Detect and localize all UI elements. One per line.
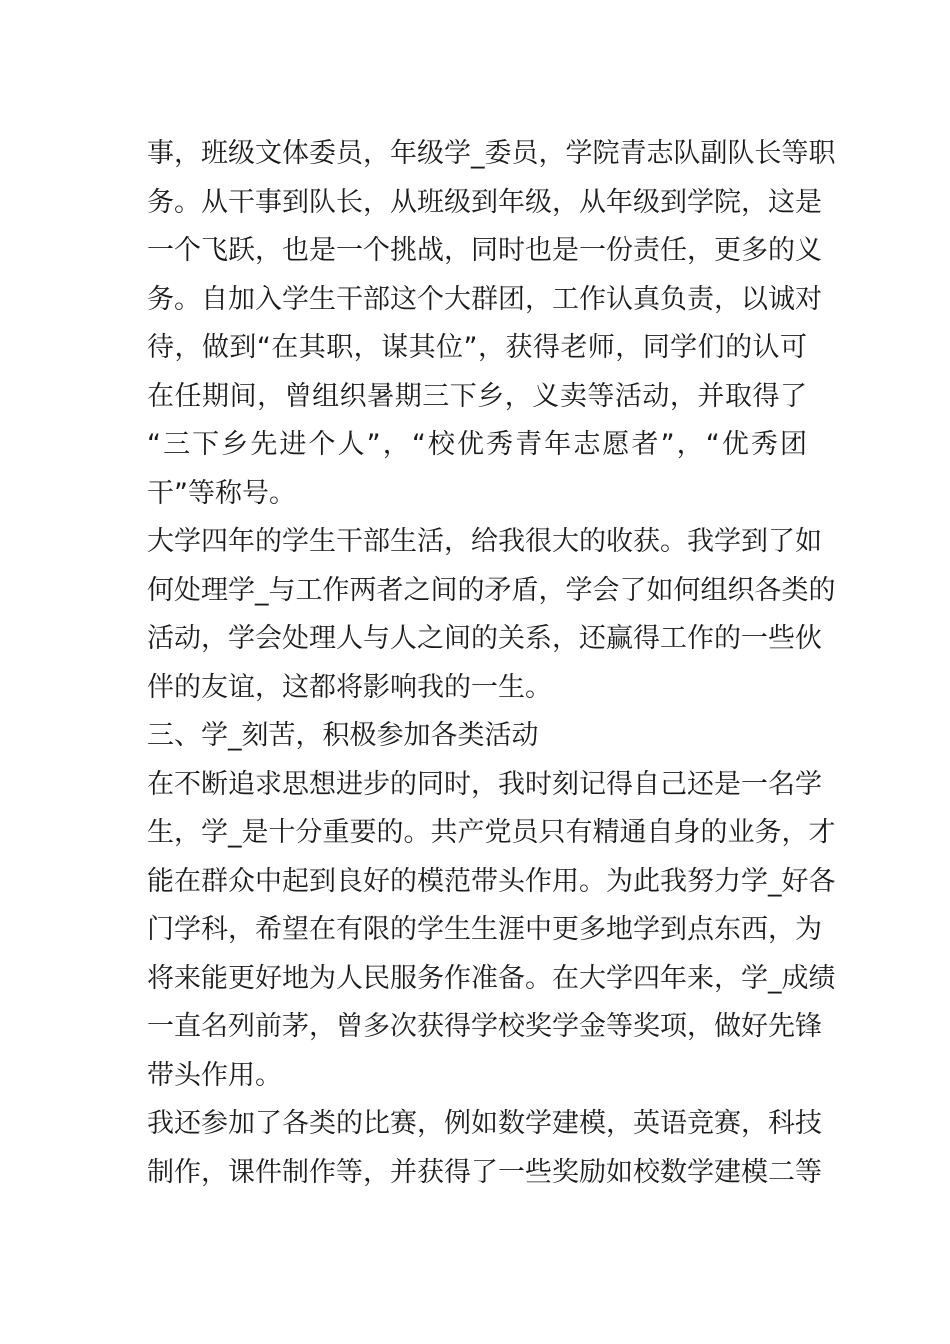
text-line: 我还参加了各类的比赛，例如数学建模，英语竞赛，科技 — [147, 1108, 822, 1139]
text-line: 事，班级文体委员，年级学_委员，学院青志队副队长等职 — [147, 138, 836, 169]
text-line: 活动，学会处理人与人之间的关系，还赢得工作的一些伙 — [147, 623, 822, 654]
text-line: 大学四年的学生干部生活，给我很大的收获。我学到了如 — [147, 526, 822, 557]
text-line: 门学科，希望在有限的学生生涯中更多地学到点东西，为 — [147, 914, 822, 945]
text-line: 何处理学_与工作两者之间的矛盾，学会了如何组织各类的 — [147, 575, 836, 606]
text-line: 务。从干事到队长，从班级到年级，从年级到学院，这是 — [147, 187, 822, 218]
text-line: 在任期间，曾组织暑期三下乡，义卖等活动，并取得了 — [147, 381, 807, 412]
text-line: 在不断追求思想进步的同时，我时刻记得自己还是一名学 — [147, 769, 822, 800]
text-line: 制作，课件制作等，并获得了一些奖励如校数学建模二等 — [147, 1157, 822, 1188]
text-line: “三下乡先进个人”，“校优秀青年志愿者”，“优秀团 — [147, 429, 807, 460]
text-line: 务。自加入学生干部这个大群团，工作认真负责，以诚对 — [147, 284, 822, 315]
text-line: 伴的友谊，这都将影响我的一生。 — [147, 672, 552, 703]
text-line: 带头作用。 — [147, 1060, 282, 1091]
section-heading: 三、学_刻苦，积极参加各类活动 — [147, 720, 539, 751]
text-line: 一直名列前茅，曾多次获得学校奖学金等奖项，做好先锋 — [147, 1011, 822, 1042]
text-line: 待，做到“在其职，谋其位”，获得老师，同学们的认可 — [147, 332, 807, 363]
text-line: 一个飞跃，也是一个挑战，同时也是一份责任，更多的义 — [147, 235, 822, 266]
text-line: 生，学_是十分重要的。共产党员只有精通自身的业务，才 — [147, 817, 836, 848]
text-line: 干”等称号。 — [147, 478, 296, 509]
text-line: 将来能更好地为人民服务作准备。在大学四年来，学_成绩 — [147, 963, 836, 994]
text-line: 能在群众中起到良好的模范带头作用。为此我努力学_好各 — [147, 866, 836, 897]
